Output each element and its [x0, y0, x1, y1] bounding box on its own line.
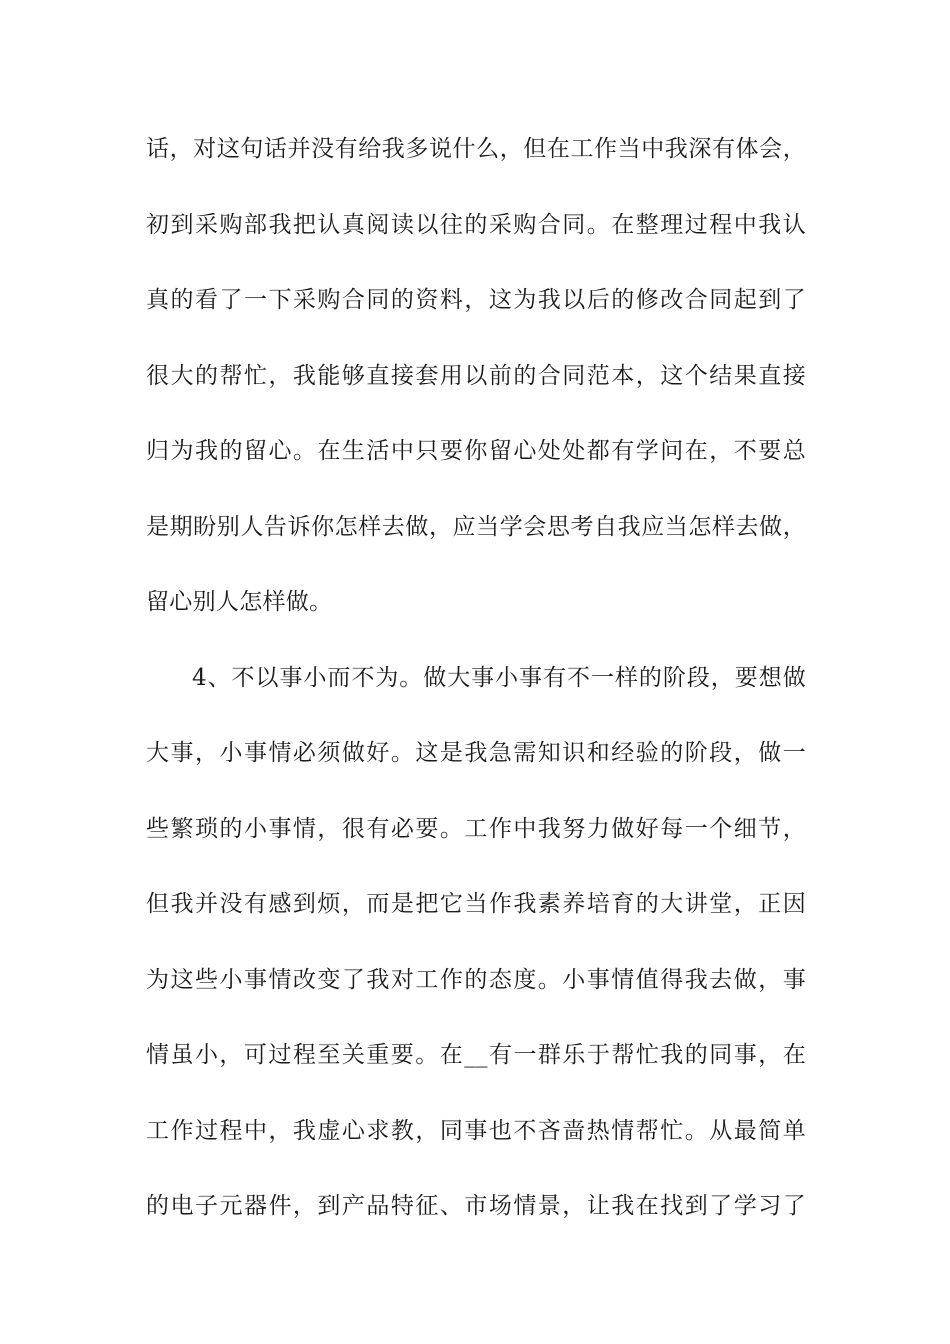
text-line: 的电子元器件，到产品特征、市场情景，让我在找到了学习了	[146, 1193, 806, 1219]
text-line: 情虽小，可过程至关重要。在__有一群乐于帮忙我的同事，在	[146, 1042, 806, 1068]
text-line: 大事，小事情必须做好。这是我急需知识和经验的阶段，做一	[146, 740, 806, 766]
text-line: 话，对这句话并没有给我多说什么，但在工作当中我深有体会，	[146, 136, 806, 162]
text-line: 但我并没有感到烦，而是把它当作我素养培育的大讲堂，正因	[146, 891, 806, 917]
text-line: 是期盼别人告诉你怎样去做，应当学会思考自我应当怎样去做，	[146, 513, 806, 540]
text-line: 工作过程中，我虚心求教，同事也不吝啬热情帮忙。从最简单	[146, 1117, 806, 1144]
body-text	[146, 126, 806, 1259]
paragraph-start-line: 4、不以事小而不为。做大事小事有不一样的阶段，要想做	[192, 664, 806, 691]
text-line: 归为我的留心。在生活中只要你留心处处都有学问在，不要总	[146, 438, 806, 464]
text-line: 很大的帮忙，我能够直接套用以前的合同范本，这个结果直接	[146, 362, 806, 389]
text-line: 真的看了一下采购合同的资料，这为我以后的修改合同起到了	[146, 287, 806, 313]
text-line: 留心别人怎样做。	[146, 589, 333, 615]
text-line: 些繁琐的小事情，很有必要。工作中我努力做好每一个细节，	[146, 815, 806, 842]
text-line: 为这些小事情改变了我对工作的态度。小事情值得我去做，事	[146, 966, 806, 993]
text-line: 初到采购部我把认真阅读以往的采购合同。在整理过程中我认	[146, 211, 806, 238]
